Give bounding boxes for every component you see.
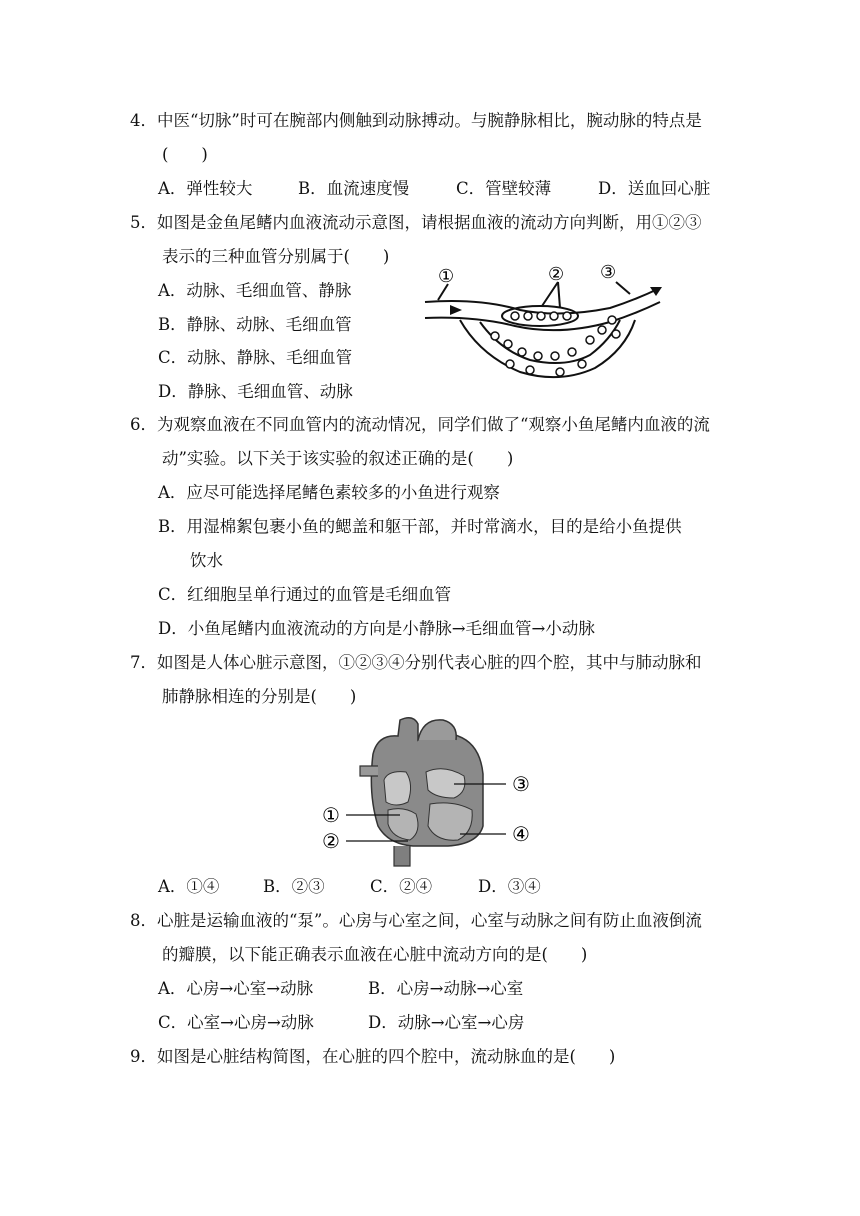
q6-stem-line2: 动”实验。以下关于该实验的叙述正确的是( ): [162, 449, 514, 468]
q7-option-b: B．②③: [263, 877, 325, 896]
q7-option-d: D．③④: [478, 877, 541, 896]
fig7-label-1: ①: [322, 803, 340, 827]
fig7-label-4: ④: [512, 822, 530, 846]
q8-option-c: C．心室→心房→动脉: [158, 1013, 314, 1032]
fig5-label-1: ①: [438, 266, 455, 287]
fish-fin-blood-flow-figure: [420, 260, 670, 390]
q7-option-a: A．①④: [158, 877, 220, 896]
q6-stem-line1: 6．为观察血液在不同血管内的流动情况，同学们做了“观察小鱼尾鳍内血液的流: [130, 415, 710, 434]
q4-option-d: D．送血回心脏: [598, 179, 711, 198]
q5-option-b: B．静脉、动脉、毛细血管: [158, 315, 352, 334]
q5-stem-line2: 表示的三种血管分别属于( ): [162, 247, 390, 266]
q6-option-c: C．红细胞呈单行通过的血管是毛细血管: [158, 585, 452, 604]
q6-option-a: A．应尽可能选择尾鳍色素较多的小鱼进行观察: [158, 483, 500, 502]
q5-stem-line1: 5．如图是金鱼尾鳍内血液流动示意图，请根据血液的流动方向判断，用①②③: [130, 213, 702, 232]
q5-option-d: D．静脉、毛细血管、动脉: [158, 382, 353, 401]
q4-option-b: B．血流速度慢: [298, 179, 410, 198]
q4-option-a: A．弹性较大: [158, 179, 253, 198]
q9-stem-line1: 9．如图是心脏结构简图，在心脏的四个腔中，流动脉血的是( ): [130, 1047, 616, 1066]
q4-option-c: C．管壁较薄: [456, 179, 552, 198]
q5-option-c: C．动脉、静脉、毛细血管: [158, 348, 353, 367]
fig5-label-3: ③: [600, 262, 617, 283]
q8-option-d: D．动脉→心室→心房: [368, 1013, 525, 1032]
q8-stem-line2: 的瓣膜，以下能正确表示血液在心脏中流动方向的是( ): [162, 945, 588, 964]
fig7-label-3: ③: [512, 772, 530, 796]
q5-option-a: A．动脉、毛细血管、静脉: [158, 281, 352, 300]
q7-option-c: C．②④: [370, 877, 433, 896]
fig7-label-2: ②: [322, 829, 340, 853]
q4-stem-line2: ( ): [162, 145, 208, 164]
q8-stem-line1: 8．心脏是运输血液的“泵”。心房与心室之间，心室与动脉之间有防止血液倒流: [130, 911, 702, 930]
fig5-label-2: ②: [548, 264, 565, 285]
q8-option-a: A．心房→心室→动脉: [158, 979, 314, 998]
q4-stem-line1: 4．中医“切脉”时可在腕部内侧触到动脉搏动。与腕静脉相比，腕动脉的特点是: [130, 111, 702, 130]
q8-option-b: B．心房→动脉→心室: [368, 979, 524, 998]
q6-option-d: D．小鱼尾鳍内血液流动的方向是小静脉→毛细血管→小动脉: [158, 619, 595, 638]
heart-diagram-figure: [318, 714, 548, 874]
q7-stem-line2: 肺静脉相连的分别是( ): [162, 687, 357, 706]
q6-option-b-line2: 饮水: [190, 551, 223, 570]
q7-stem-line1: 7．如图是人体心脏示意图，①②③④分别代表心脏的四个腔，其中与肺动脉和: [130, 653, 702, 672]
q6-option-b-line1: B．用湿棉絮包裹小鱼的鳃盖和躯干部，并时常滴水，目的是给小鱼提供: [158, 517, 682, 536]
